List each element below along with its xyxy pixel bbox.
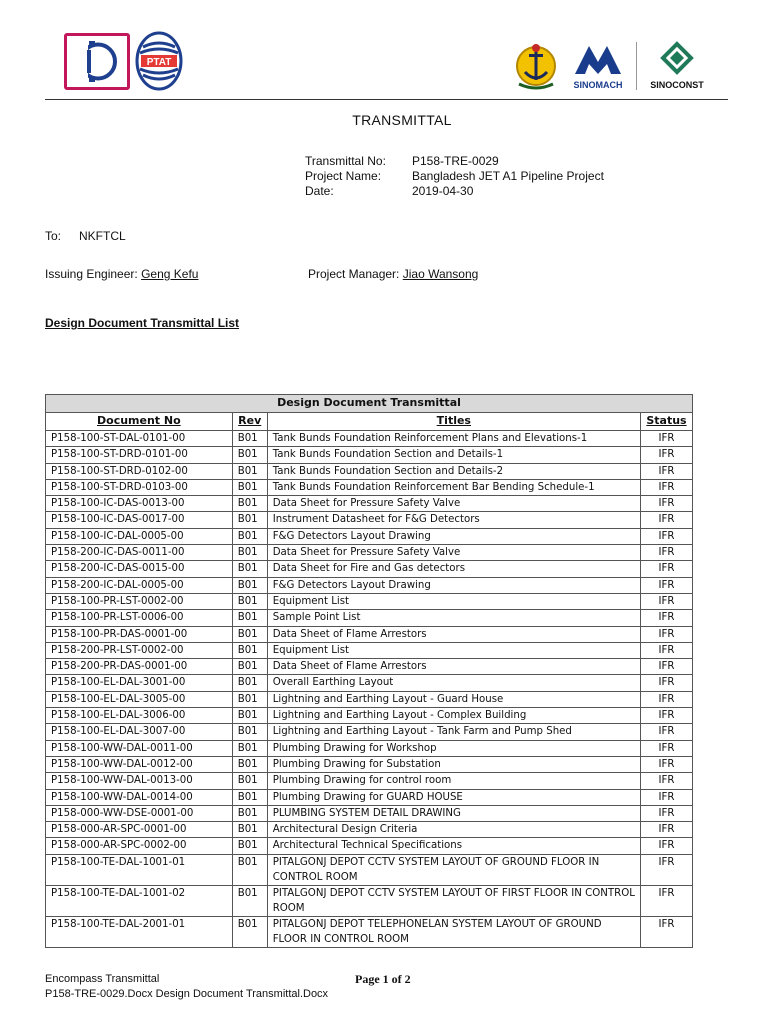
document-no-cell: P158-100-EL-DAL-3007-00 xyxy=(46,724,233,740)
document-no-cell: P158-100-TE-DAL-1001-01 xyxy=(46,854,233,885)
title-cell: Plumbing Drawing for Substation xyxy=(267,756,640,772)
title-cell: Tank Bunds Foundation Section and Details-2 xyxy=(267,463,640,479)
title-cell: Lightning and Earthing Layout - Complex Building xyxy=(267,708,640,724)
company-mark-icon xyxy=(67,36,127,87)
status-cell: IFR xyxy=(640,626,692,642)
table-row xyxy=(46,561,693,577)
table-row xyxy=(46,822,693,838)
status-cell: IFR xyxy=(640,916,692,947)
status-cell: IFR xyxy=(640,659,692,675)
column-header-document-no: Document No xyxy=(46,413,233,431)
document-no-cell: P158-100-EL-DAL-3005-00 xyxy=(46,691,233,707)
document-no-cell: P158-100-WW-DAL-0011-00 xyxy=(46,740,233,756)
to-value: NKFTCL xyxy=(79,229,126,243)
status-cell: IFR xyxy=(640,528,692,544)
document-no-cell: P158-000-AR-SPC-0002-00 xyxy=(46,838,233,854)
table-row xyxy=(46,756,693,772)
navy-emblem-icon xyxy=(513,40,559,92)
title-cell: Data Sheet for Pressure Safety Valve xyxy=(267,496,640,512)
status-cell: IFR xyxy=(640,463,692,479)
table-row xyxy=(46,463,693,479)
status-cell: IFR xyxy=(640,610,692,626)
to-label: To: xyxy=(45,229,62,243)
rev-cell: B01 xyxy=(232,496,267,512)
table-row xyxy=(46,773,693,789)
document-no-cell: P158-100-EL-DAL-3006-00 xyxy=(46,708,233,724)
project-manager-value: Jiao Wansong xyxy=(402,267,479,281)
title-cell: Plumbing Drawing for Workshop xyxy=(267,740,640,756)
document-no-cell: P158-200-IC-DAS-0015-00 xyxy=(46,561,233,577)
rev-cell: B01 xyxy=(232,740,267,756)
status-cell: IFR xyxy=(640,577,692,593)
project-manager-label: Project Manager: xyxy=(308,267,400,281)
table-row xyxy=(46,805,693,821)
document-no-cell: P158-200-PR-LST-0002-00 xyxy=(46,642,233,658)
document-no-cell: P158-100-PR-DAS-0001-00 xyxy=(46,626,233,642)
svg-text:SINOCONST: SINOCONST xyxy=(650,80,704,90)
document-no-cell: P158-100-ST-DRD-0101-00 xyxy=(46,447,233,463)
status-cell: IFR xyxy=(640,838,692,854)
date-value: 2019-04-30 xyxy=(412,184,474,198)
status-cell: IFR xyxy=(640,496,692,512)
footer-left xyxy=(45,972,328,1002)
project-name-value: Bangladesh JET A1 Pipeline Project xyxy=(412,169,604,183)
table-row xyxy=(46,789,693,805)
rev-cell: B01 xyxy=(232,561,267,577)
title-cell: Architectural Technical Specifications xyxy=(267,838,640,854)
transmittal-table xyxy=(45,394,693,948)
status-cell: IFR xyxy=(640,854,692,885)
rev-cell: B01 xyxy=(232,431,267,447)
section-title: Design Document Transmittal List xyxy=(45,316,240,330)
document-no-cell: P158-000-WW-DSE-0001-00 xyxy=(46,805,233,821)
table-row xyxy=(46,885,693,916)
title-cell: Lightning and Earthing Layout - Guard House xyxy=(267,691,640,707)
document-no-cell: P158-100-ST-DAL-0101-00 xyxy=(46,431,233,447)
title-cell: PITALGONJ DEPOT CCTV SYSTEM LAYOUT OF GROUND FLOOR IN CONTROL ROOM xyxy=(267,854,640,885)
status-cell: IFR xyxy=(640,561,692,577)
svg-text:SINOMACH: SINOMACH xyxy=(573,80,623,90)
table-row xyxy=(46,496,693,512)
rev-cell: B01 xyxy=(232,805,267,821)
status-cell: IFR xyxy=(640,431,692,447)
table-row xyxy=(46,659,693,675)
document-no-cell: P158-000-AR-SPC-0001-00 xyxy=(46,822,233,838)
status-cell: IFR xyxy=(640,512,692,528)
document-no-cell: P158-100-EL-DAL-3001-00 xyxy=(46,675,233,691)
page-number: Page 1 of 2 xyxy=(355,972,411,986)
title-cell: PITALGONJ DEPOT TELEPHONELAN SYSTEM LAYOUT OF GROUND FLOOR IN CONTROL ROOM xyxy=(267,916,640,947)
rev-cell: B01 xyxy=(232,885,267,916)
issuing-engineer-value: Geng Kefu xyxy=(141,267,199,281)
table-row xyxy=(46,447,693,463)
table-row xyxy=(46,479,693,495)
table-row xyxy=(46,610,693,626)
status-cell: IFR xyxy=(640,479,692,495)
issuing-engineer xyxy=(45,267,198,281)
rev-cell: B01 xyxy=(232,512,267,528)
company-logo-icon xyxy=(64,33,130,90)
rev-cell: B01 xyxy=(232,838,267,854)
rev-cell: B01 xyxy=(232,593,267,609)
table-caption: Design Document Transmittal xyxy=(46,395,693,413)
document-no-cell: P158-200-IC-DAS-0011-00 xyxy=(46,545,233,561)
status-cell: IFR xyxy=(640,805,692,821)
title-cell: Tank Bunds Foundation Reinforcement Plans and Elevations-1 xyxy=(267,431,640,447)
table-row xyxy=(46,528,693,544)
status-cell: IFR xyxy=(640,756,692,772)
status-cell: IFR xyxy=(640,740,692,756)
recipient xyxy=(45,229,126,243)
title-cell: Plumbing Drawing for GUARD HOUSE xyxy=(267,789,640,805)
title-cell: Overall Earthing Layout xyxy=(267,675,640,691)
title-cell: Data Sheet for Pressure Safety Valve xyxy=(267,545,640,561)
document-no-cell: P158-100-WW-DAL-0012-00 xyxy=(46,756,233,772)
status-cell: IFR xyxy=(640,593,692,609)
document-no-cell: P158-100-IC-DAS-0017-00 xyxy=(46,512,233,528)
title-cell: Equipment List xyxy=(267,642,640,658)
table-row xyxy=(46,838,693,854)
table-row xyxy=(46,642,693,658)
document-no-cell: P158-100-ST-DRD-0102-00 xyxy=(46,463,233,479)
rev-cell: B01 xyxy=(232,528,267,544)
title-cell: PITALGONJ DEPOT CCTV SYSTEM LAYOUT OF FIRST FLOOR IN CONTROL ROOM xyxy=(267,885,640,916)
document-no-cell: P158-200-IC-DAL-0005-00 xyxy=(46,577,233,593)
rev-cell: B01 xyxy=(232,916,267,947)
title-cell: PLUMBING SYSTEM DETAIL DRAWING xyxy=(267,805,640,821)
table-body xyxy=(46,431,693,948)
sinomach-logo-icon xyxy=(565,40,631,92)
document-no-cell: P158-200-PR-DAS-0001-00 xyxy=(46,659,233,675)
ptat-logo-icon xyxy=(135,31,183,91)
footer-line-2: P158-TRE-0029.Docx Design Document Transmittal.Docx xyxy=(45,988,329,1000)
document-no-cell: P158-100-IC-DAS-0013-00 xyxy=(46,496,233,512)
rev-cell: B01 xyxy=(232,854,267,885)
table-row xyxy=(46,854,693,885)
status-cell: IFR xyxy=(640,885,692,916)
table-row xyxy=(46,916,693,947)
table-row xyxy=(46,675,693,691)
title-cell: Instrument Datasheet for F&G Detectors xyxy=(267,512,640,528)
rev-cell: B01 xyxy=(232,545,267,561)
title-cell: F&G Detectors Layout Drawing xyxy=(267,528,640,544)
sinoconst-logo-icon xyxy=(643,40,711,92)
status-cell: IFR xyxy=(640,642,692,658)
column-header-status: Status xyxy=(640,413,692,431)
column-header-rev: Rev xyxy=(232,413,267,431)
document-no-cell: P158-100-TE-DAL-1001-02 xyxy=(46,885,233,916)
rev-cell: B01 xyxy=(232,708,267,724)
status-cell: IFR xyxy=(640,675,692,691)
rev-cell: B01 xyxy=(232,447,267,463)
rev-cell: B01 xyxy=(232,659,267,675)
table-row xyxy=(46,593,693,609)
document-title: TRANSMITTAL xyxy=(352,112,452,128)
title-cell: Tank Bunds Foundation Reinforcement Bar Bending Schedule-1 xyxy=(267,479,640,495)
document-no-cell: P158-100-TE-DAL-2001-01 xyxy=(46,916,233,947)
project-name-label: Project Name: xyxy=(305,169,382,183)
rev-cell: B01 xyxy=(232,756,267,772)
status-cell: IFR xyxy=(640,724,692,740)
table-row xyxy=(46,740,693,756)
title-cell: Plumbing Drawing for control room xyxy=(267,773,640,789)
table-row xyxy=(46,545,693,561)
status-cell: IFR xyxy=(640,773,692,789)
transmittal-no-value: P158-TRE-0029 xyxy=(412,154,499,168)
project-manager xyxy=(308,267,478,281)
table-row xyxy=(46,512,693,528)
title-cell: Architectural Design Criteria xyxy=(267,822,640,838)
title-cell: Lightning and Earthing Layout - Tank Farm and Pump Shed xyxy=(267,724,640,740)
status-cell: IFR xyxy=(640,789,692,805)
document-no-cell: P158-100-PR-LST-0002-00 xyxy=(46,593,233,609)
header-rule xyxy=(45,99,728,100)
rev-cell: B01 xyxy=(232,642,267,658)
title-cell: F&G Detectors Layout Drawing xyxy=(267,577,640,593)
rev-cell: B01 xyxy=(232,675,267,691)
rev-cell: B01 xyxy=(232,822,267,838)
status-cell: IFR xyxy=(640,447,692,463)
rev-cell: B01 xyxy=(232,479,267,495)
rev-cell: B01 xyxy=(232,610,267,626)
column-header-titles: Titles xyxy=(267,413,640,431)
rev-cell: B01 xyxy=(232,626,267,642)
issuing-engineer-label: Issuing Engineer: xyxy=(45,267,138,281)
title-cell: Equipment List xyxy=(267,593,640,609)
status-cell: IFR xyxy=(640,545,692,561)
rev-cell: B01 xyxy=(232,691,267,707)
document-no-cell: P158-100-WW-DAL-0013-00 xyxy=(46,773,233,789)
title-cell: Sample Point List xyxy=(267,610,640,626)
status-cell: IFR xyxy=(640,822,692,838)
date-label: Date: xyxy=(305,184,334,198)
title-cell: Data Sheet of Flame Arrestors xyxy=(267,659,640,675)
rev-cell: B01 xyxy=(232,577,267,593)
table-row xyxy=(46,431,693,447)
title-cell: Data Sheet for Fire and Gas detectors xyxy=(267,561,640,577)
transmittal-meta xyxy=(305,154,604,199)
footer-line-1: Encompass Transmittal xyxy=(45,973,160,985)
document-no-cell: P158-100-ST-DRD-0103-00 xyxy=(46,479,233,495)
rev-cell: B01 xyxy=(232,789,267,805)
document-no-cell: P158-100-WW-DAL-0014-00 xyxy=(46,789,233,805)
status-cell: IFR xyxy=(640,708,692,724)
rev-cell: B01 xyxy=(232,773,267,789)
transmittal-no-label: Transmittal No: xyxy=(305,154,386,168)
table-row xyxy=(46,724,693,740)
rev-cell: B01 xyxy=(232,463,267,479)
document-no-cell: P158-100-IC-DAL-0005-00 xyxy=(46,528,233,544)
table-row xyxy=(46,626,693,642)
title-cell: Tank Bunds Foundation Section and Details-1 xyxy=(267,447,640,463)
logo-divider xyxy=(636,42,637,90)
document-no-cell: P158-100-PR-LST-0006-00 xyxy=(46,610,233,626)
rev-cell: B01 xyxy=(232,724,267,740)
svg-text:PTAT: PTAT xyxy=(146,57,172,68)
table-row xyxy=(46,577,693,593)
status-cell: IFR xyxy=(640,691,692,707)
title-cell: Data Sheet of Flame Arrestors xyxy=(267,626,640,642)
table-row xyxy=(46,691,693,707)
table-row xyxy=(46,708,693,724)
